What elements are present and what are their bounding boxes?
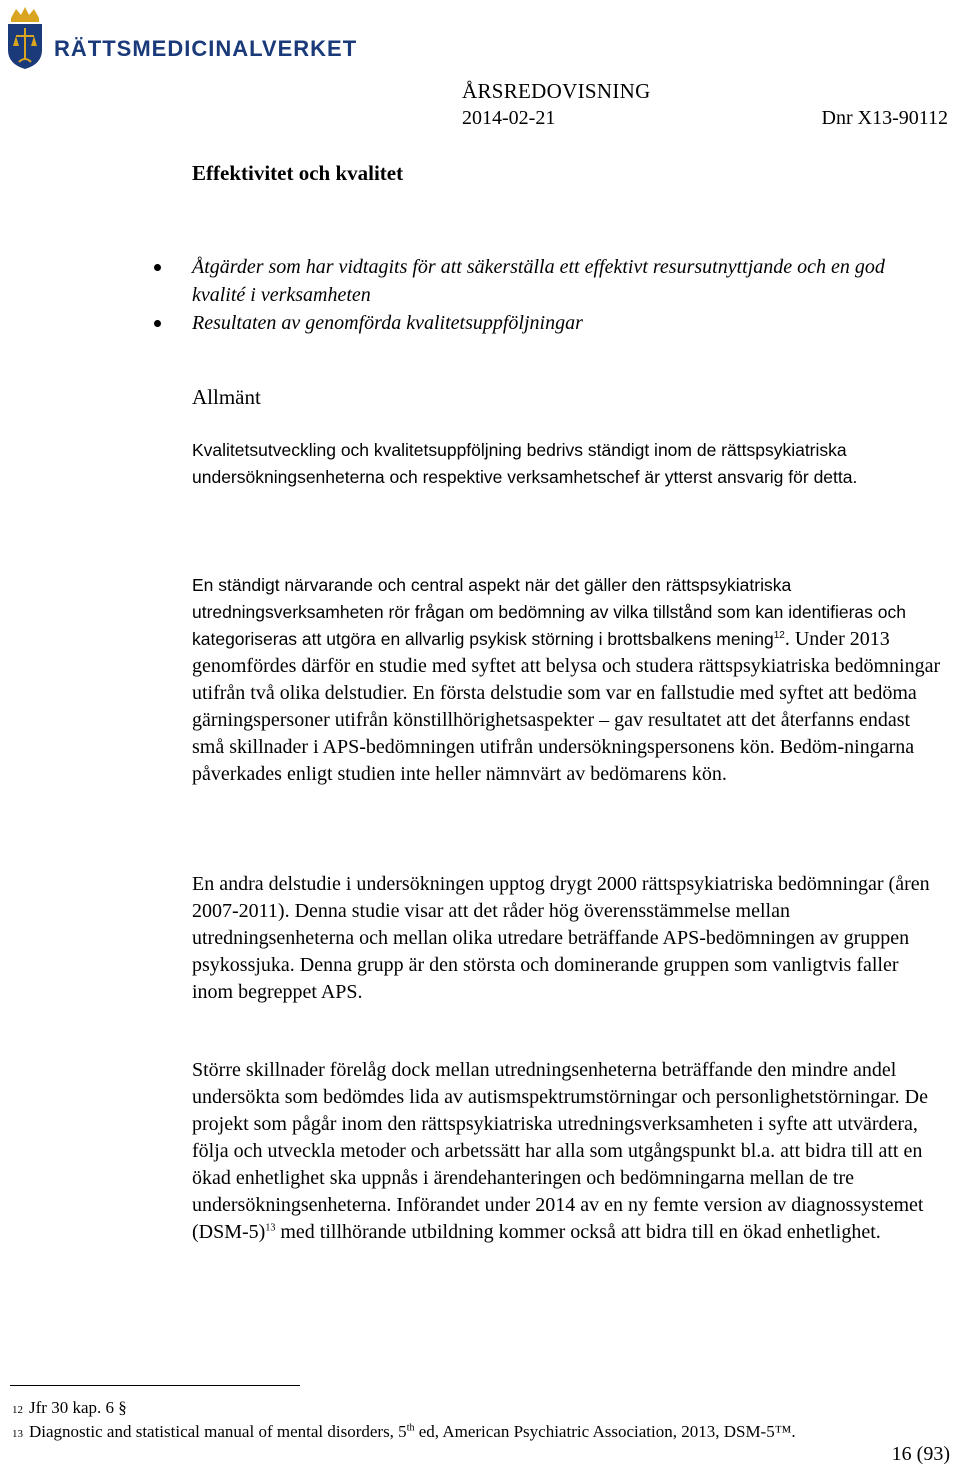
footnote-divider [10,1385,300,1386]
document-type: ÅRSREDOVISNING [462,79,651,103]
requirement-item: Åtgärder som har vidtagits för att säkerställa ett effektivt resursutnyttjande och en god kvalité i verksamheten [152,253,942,309]
page-number: 16 (93) [891,1443,950,1465]
requirements-list [152,253,942,337]
subheading: Allmänt [192,385,261,409]
footnote-12 [12,1398,127,1420]
footnote-ref-12: 12 [773,630,785,642]
requirement-item: Resultaten av genomförda kvalitetsuppföljningar [152,309,942,337]
paragraph-3: En andra delstudie i undersökningen upptog drygt 2000 rättspsykiatriska bedömningar (åren 2007-2011). Denna studie visar att det råder hög överensstämmelse mellan utredningsenheterna och mellan olika utredare beträffande APS-bedömningen av gruppen psykossjuka. Denna grupp är den största och dominerande gruppen som vanligtvis faller inom begreppet APS. [192,873,930,1003]
intro-paragraph: Kvalitetsutveckling och kvalitetsuppföljning bedrivs ständigt inom de rättspsykiatriska undersökningsenheterna och respektive verksamhetschef är ytterst ansvarig för detta. [192,440,858,487]
paragraph-4-continuation: med tillhörande utbildning kommer också att bidra till en ökad enhetlighet. [275,1221,881,1243]
document-date: 2014-02-21 [462,107,556,129]
footnote-text: Jfr 30 kap. 6 § [29,1398,127,1417]
footnote-number: 13 [12,1428,23,1440]
footnote-number: 12 [12,1404,23,1416]
agency-name: RÄTTSMEDICINALVERKET [54,36,358,61]
coat-of-arms-logo [5,6,45,70]
paragraph-2-continuation: . Under 2013 genomfördes därför en studie med syftet att belysa och studera rättspsykiatriska bedömningar utifrån två olika delstudier. En första delstudie som var en fallstudie med syftet att bedöma gärningspersoner utifrån könstillhörighetsaspekter – gav resultatet att det återfanns endast små skillnader i APS-bedömningen utifrån undersökningspersonens kön. Bedöm-ningarna påverkades enligt studien inte heller nämnvärt av bedömarens kön. [192,628,941,785]
paragraph-2-text: En ständigt närvarande och central aspekt när det gäller den rättspsykiatriska utredningsverksamheten rör frågan om bedömning av vilka tillstånd som kan identifieras och kategoriseras att utgöra en allvarlig psykisk störning i brottsbalkens mening [192,575,906,649]
paragraph-2 [192,572,944,788]
reference-number: Dnr X13-90112 [821,107,948,129]
paragraph-4 [192,1057,944,1246]
footnote-ref-13: 13 [265,1222,276,1234]
footnote-text-continuation: ed, American Psychiatric Association, 2013, DSM-5™. [414,1422,796,1441]
footnote-13 [12,1422,796,1444]
section-title: Effektivitet och kvalitet [192,161,404,185]
footnote-superscript: th [406,1422,415,1434]
paragraph-4-text: Större skillnader förelåg dock mellan utredningsenheterna beträffande den mindre andel undersökta som bedömdes lida av autismspektrumstörningar och personlighetstörningar. De projekt som pågår inom den rättspsykiatriska utredningsverksamheten i syfte att utvärdera, följa och utveckla metoder och arbetssätt har alla som utgångspunkt bl.a. att bidra till att en ökad enhetlighet ska uppnås i ärendehanteringen och bedömningarna mellan de tre undersökningsenheterna. Införandet under 2014 av en ny femte version av diagnossystemet (DSM-5) [192,1059,928,1243]
footnote-text: Diagnostic and statistical manual of mental disorders, 5 [29,1422,407,1441]
